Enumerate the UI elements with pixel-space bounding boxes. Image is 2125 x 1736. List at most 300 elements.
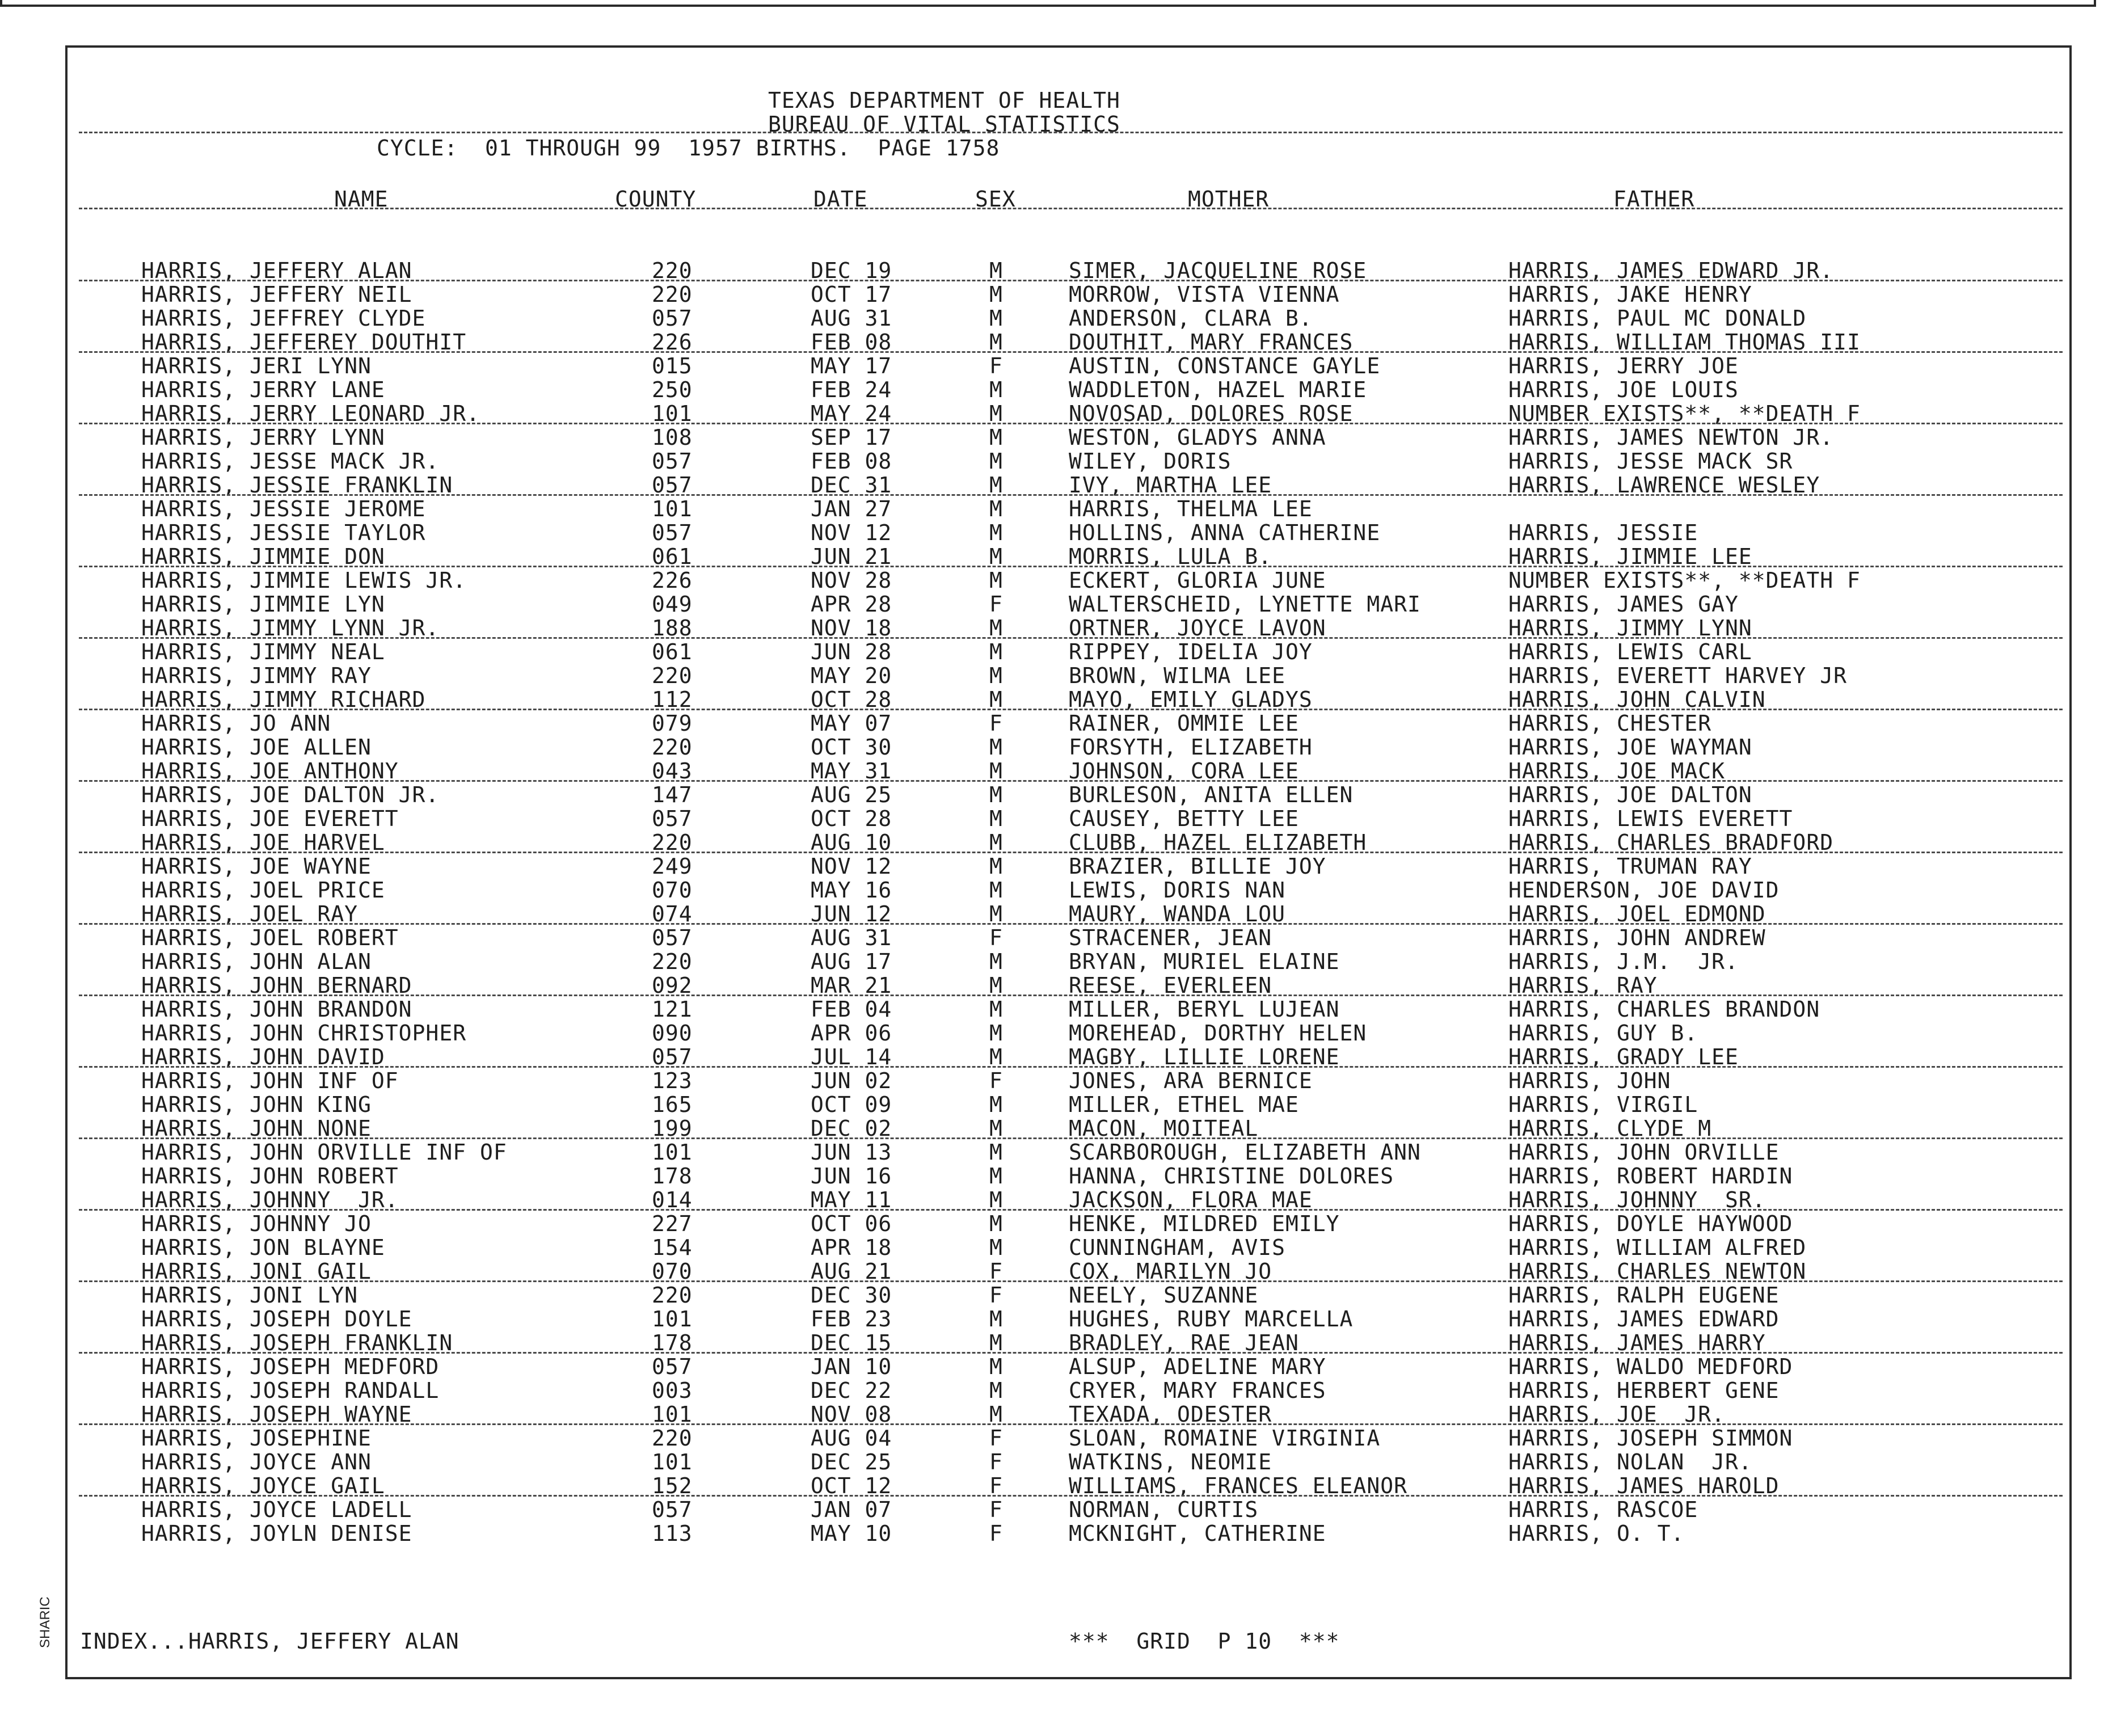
cell-county: 250 <box>652 377 693 402</box>
cell-county: 057 <box>652 1497 693 1522</box>
cell-father: HARRIS, JAMES GAY <box>1508 592 1739 617</box>
table-row <box>68 1331 2074 1355</box>
cell-name: HARRIS, JOHN ALAN <box>141 949 372 974</box>
cell-date: OCT 28 <box>811 687 892 712</box>
cell-date: MAY 24 <box>811 401 892 426</box>
cell-county: 220 <box>652 258 693 283</box>
table-row <box>68 1355 2074 1379</box>
cell-father: HARRIS, WALDO MEDFORD <box>1508 1354 1793 1379</box>
table-row <box>68 1379 2074 1402</box>
cell-father: HARRIS, JOHN ORVILLE <box>1508 1140 1780 1165</box>
cell-sex: M <box>989 639 1003 664</box>
cell-mother: MCKNIGHT, CATHERINE <box>1069 1521 1326 1546</box>
cell-county: 101 <box>652 1450 693 1474</box>
cell-father: HARRIS, JOHN <box>1508 1068 1671 1093</box>
cell-mother: ALSUP, ADELINE MARY <box>1069 1354 1326 1379</box>
cell-father: HARRIS, TRUMAN RAY <box>1508 854 1752 879</box>
cell-father: HARRIS, JOHN ANDREW <box>1508 925 1766 950</box>
cell-date: AUG 25 <box>811 782 892 807</box>
cell-father: HARRIS, RASCOE <box>1508 1497 1698 1522</box>
cell-father: HARRIS, VIRGIL <box>1508 1092 1698 1117</box>
cell-father: HARRIS, RAY <box>1508 973 1658 998</box>
cell-sex: M <box>989 687 1003 712</box>
cell-sex: F <box>989 1473 1003 1498</box>
cell-county: 226 <box>652 330 693 355</box>
cell-sex: M <box>989 878 1003 903</box>
cell-county: 123 <box>652 1068 693 1093</box>
table-row <box>68 283 2074 306</box>
cell-date: OCT 09 <box>811 1092 892 1117</box>
cell-father: HARRIS, JOSEPH SIMMON <box>1508 1426 1793 1451</box>
cell-mother: CUNNINGHAM, AVIS <box>1069 1235 1286 1260</box>
cell-county: 227 <box>652 1211 693 1236</box>
table-row <box>68 640 2074 664</box>
cell-sex: M <box>989 1378 1003 1403</box>
cell-county: 188 <box>652 616 693 641</box>
cell-father: HARRIS, ROBERT HARDIN <box>1508 1164 1793 1189</box>
column-header-father: FATHER <box>1613 187 1695 212</box>
cell-father: HARRIS, JOE MACK <box>1508 759 1726 783</box>
cell-date: OCT 12 <box>811 1473 892 1498</box>
cell-sex: M <box>989 1021 1003 1046</box>
cell-mother: WILLIAMS, FRANCES ELEANOR <box>1069 1473 1407 1498</box>
cell-name: HARRIS, JERRY LANE <box>141 377 385 402</box>
cell-father: HARRIS, JAMES HARRY <box>1508 1330 1766 1355</box>
cell-mother: SCARBOROUGH, ELIZABETH ANN <box>1069 1140 1421 1165</box>
table-row <box>68 330 2074 354</box>
cell-sex: M <box>989 568 1003 593</box>
cell-mother: AUSTIN, CONSTANCE GAYLE <box>1069 353 1381 378</box>
cell-name: HARRIS, JIMMIE DON <box>141 544 385 569</box>
cell-date: JAN 07 <box>811 1497 892 1522</box>
cell-name: HARRIS, JESSIE FRANKLIN <box>141 473 453 498</box>
cell-county: 113 <box>652 1521 693 1546</box>
cell-father: HARRIS, HERBERT GENE <box>1508 1378 1780 1403</box>
table-row <box>68 568 2074 592</box>
cell-father: HARRIS, DOYLE HAYWOOD <box>1508 1211 1793 1236</box>
cell-county: 061 <box>652 639 693 664</box>
cell-county: 220 <box>652 282 693 307</box>
table-row <box>68 616 2074 640</box>
cell-mother: WILEY, DORIS <box>1069 449 1232 474</box>
cell-mother: MILLER, BERYL LUJEAN <box>1069 997 1340 1022</box>
agency-title: TEXAS DEPARTMENT OF HEALTH <box>768 88 1120 113</box>
cell-father: NUMBER EXISTS**, **DEATH F <box>1508 401 1861 426</box>
cell-mother: BRAZIER, BILLIE JOY <box>1069 854 1326 879</box>
cell-sex: M <box>989 973 1003 998</box>
cell-mother: RIPPEY, IDELIA JOY <box>1069 639 1313 664</box>
cell-county: 061 <box>652 544 693 569</box>
cell-county: 057 <box>652 1354 693 1379</box>
cell-county: 057 <box>652 806 693 831</box>
cell-county: 220 <box>652 735 693 760</box>
table-row <box>68 688 2074 711</box>
cell-date: AUG 17 <box>811 949 892 974</box>
cell-father: HARRIS, JOEL EDMOND <box>1508 901 1766 926</box>
cell-name: HARRIS, JOHN NONE <box>141 1116 372 1141</box>
cell-county: 152 <box>652 1473 693 1498</box>
table-row <box>68 1140 2074 1164</box>
table-row <box>68 1212 2074 1236</box>
cell-mother: WATKINS, NEOMIE <box>1069 1450 1272 1474</box>
cell-county: 057 <box>652 473 693 498</box>
cell-date: DEC 22 <box>811 1378 892 1403</box>
footer-index: INDEX...HARRIS, JEFFERY ALAN <box>80 1629 459 1654</box>
cell-sex: M <box>989 616 1003 641</box>
cell-county: 043 <box>652 759 693 783</box>
cell-county: 220 <box>652 830 693 855</box>
cell-name: HARRIS, JIMMY RICHARD <box>141 687 426 712</box>
cell-county: 178 <box>652 1330 693 1355</box>
cell-mother: MACON, MOITEAL <box>1069 1116 1259 1141</box>
cell-father: HARRIS, LEWIS EVERETT <box>1508 806 1793 831</box>
cell-name: HARRIS, JOE DALTON JR. <box>141 782 440 807</box>
cell-father: HARRIS, GUY B. <box>1508 1021 1698 1046</box>
cell-name: HARRIS, JOHN KING <box>141 1092 372 1117</box>
side-label: SHARIC <box>37 1596 53 1648</box>
cell-sex: M <box>989 1211 1003 1236</box>
cell-sex: M <box>989 1354 1003 1379</box>
cell-mother: JACKSON, FLORA MAE <box>1069 1187 1313 1212</box>
cell-county: 178 <box>652 1164 693 1189</box>
cell-sex: M <box>989 1235 1003 1260</box>
cell-date: NOV 18 <box>811 616 892 641</box>
cell-date: NOV 12 <box>811 520 892 545</box>
cell-name: HARRIS, JOHNNY JR. <box>141 1187 399 1212</box>
table-row <box>68 1045 2074 1069</box>
cell-date: DEC 15 <box>811 1330 892 1355</box>
cell-sex: F <box>989 711 1003 736</box>
cell-father: HARRIS, WILLIAM THOMAS III <box>1508 330 1861 355</box>
table-row <box>68 1283 2074 1307</box>
cell-county: 101 <box>652 1140 693 1165</box>
cell-mother: MAYO, EMILY GLADYS <box>1069 687 1313 712</box>
table-row <box>68 449 2074 473</box>
cell-county: 057 <box>652 449 693 474</box>
cell-county: 101 <box>652 1402 693 1427</box>
cell-father: HENDERSON, JOE DAVID <box>1508 878 1780 903</box>
cell-mother: CAUSEY, BETTY LEE <box>1069 806 1299 831</box>
table-row <box>68 735 2074 759</box>
cell-name: HARRIS, JOYLN DENISE <box>141 1521 412 1546</box>
cell-name: HARRIS, JOYCE ANN <box>141 1450 372 1474</box>
table-row <box>68 402 2074 425</box>
cell-name: HARRIS, JIMMIE LEWIS JR. <box>141 568 467 593</box>
table-row <box>68 974 2074 997</box>
cell-mother: WADDLETON, HAZEL MARIE <box>1069 377 1367 402</box>
bureau-title: BUREAU OF VITAL STATISTICS <box>768 112 1120 137</box>
table-row <box>68 1426 2074 1450</box>
cell-county: 057 <box>652 520 693 545</box>
cell-mother: BRADLEY, RAE JEAN <box>1069 1330 1299 1355</box>
cell-county: 014 <box>652 1187 693 1212</box>
cell-father: HARRIS, JOE DALTON <box>1508 782 1752 807</box>
cell-sex: F <box>989 1521 1003 1546</box>
cell-date: AUG 31 <box>811 925 892 950</box>
cell-county: 112 <box>652 687 693 712</box>
cell-name: HARRIS, JOE WAYNE <box>141 854 372 879</box>
cell-sex: M <box>989 1092 1003 1117</box>
table-row <box>68 1188 2074 1212</box>
cell-county: 101 <box>652 1307 693 1332</box>
cell-sex: M <box>989 544 1003 569</box>
table-row <box>68 1450 2074 1474</box>
cell-mother: HANNA, CHRISTINE DOLORES <box>1069 1164 1394 1189</box>
cell-name: HARRIS, JOE ANTHONY <box>141 759 399 783</box>
cell-sex: F <box>989 1283 1003 1308</box>
table-row <box>68 473 2074 497</box>
cell-county: 057 <box>652 306 693 331</box>
cell-mother: CLUBB, HAZEL ELIZABETH <box>1069 830 1367 855</box>
cell-sex: M <box>989 1140 1003 1165</box>
cell-county: 220 <box>652 663 693 688</box>
cell-name: HARRIS, JESSIE TAYLOR <box>141 520 426 545</box>
table-row <box>68 1498 2074 1522</box>
cell-father: HARRIS, PAUL MC DONALD <box>1508 306 1807 331</box>
cell-mother: LEWIS, DORIS NAN <box>1069 878 1286 903</box>
cell-sex: F <box>989 353 1003 378</box>
cell-name: HARRIS, JIMMY NEAL <box>141 639 385 664</box>
cell-mother: HENKE, MILDRED EMILY <box>1069 1211 1340 1236</box>
table-row <box>68 878 2074 902</box>
cell-name: HARRIS, JOYCE LADELL <box>141 1497 412 1522</box>
table-row <box>68 1093 2074 1116</box>
table-row <box>68 425 2074 449</box>
column-header-rule <box>79 208 2063 209</box>
cycle-line: CYCLE: 01 THROUGH 99 1957 BIRTHS. PAGE 1758 <box>377 136 1000 161</box>
cell-date: APR 18 <box>811 1235 892 1260</box>
cell-date: DEC 31 <box>811 473 892 498</box>
cell-date: JUN 21 <box>811 544 892 569</box>
cell-county: 003 <box>652 1378 693 1403</box>
cell-date: FEB 24 <box>811 377 892 402</box>
cell-sex: F <box>989 1450 1003 1474</box>
cell-mother: RAINER, OMMIE LEE <box>1069 711 1299 736</box>
cell-county: 220 <box>652 949 693 974</box>
cell-sex: M <box>989 1187 1003 1212</box>
cell-father: HARRIS, JERRY JOE <box>1508 353 1739 378</box>
cell-mother: WESTON, GLADYS ANNA <box>1069 425 1326 450</box>
cell-sex: F <box>989 1259 1003 1284</box>
cell-sex: F <box>989 1497 1003 1522</box>
cell-father: HARRIS, CHARLES BRADFORD <box>1508 830 1834 855</box>
cell-date: OCT 17 <box>811 282 892 307</box>
cell-mother: SIMER, JACQUELINE ROSE <box>1069 258 1367 283</box>
cell-father: HARRIS, JESSE MACK SR <box>1508 449 1793 474</box>
column-header-name: NAME <box>334 187 389 212</box>
table-row <box>68 545 2074 568</box>
cell-date: JAN 10 <box>811 1354 892 1379</box>
cell-sex: M <box>989 901 1003 926</box>
cell-county: 101 <box>652 496 693 521</box>
cell-name: HARRIS, JOSEPH MEDFORD <box>141 1354 440 1379</box>
cell-mother: BRYAN, MURIEL ELAINE <box>1069 949 1340 974</box>
cell-sex: M <box>989 1330 1003 1355</box>
cell-name: HARRIS, JOSEPHINE <box>141 1426 372 1451</box>
cell-mother: HOLLINS, ANNA CATHERINE <box>1069 520 1381 545</box>
table-row <box>68 1069 2074 1093</box>
cell-name: HARRIS, JO ANN <box>141 711 331 736</box>
cell-date: OCT 06 <box>811 1211 892 1236</box>
cell-date: DEC 30 <box>811 1283 892 1308</box>
cell-sex: M <box>989 830 1003 855</box>
cell-county: 199 <box>652 1116 693 1141</box>
cell-father: HARRIS, JAKE HENRY <box>1508 282 1752 307</box>
cell-county: 226 <box>652 568 693 593</box>
cell-father: HARRIS, CHARLES NEWTON <box>1508 1259 1807 1284</box>
cell-sex: M <box>989 258 1003 283</box>
cell-mother: ECKERT, GLORIA JUNE <box>1069 568 1326 593</box>
record-sheet <box>65 45 2072 1679</box>
cell-mother: JOHNSON, CORA LEE <box>1069 759 1299 783</box>
table-row <box>68 378 2074 402</box>
cell-name: HARRIS, JIMMIE LYN <box>141 592 385 617</box>
cell-county: 070 <box>652 1259 693 1284</box>
header-rule-top <box>79 132 2063 133</box>
table-row <box>68 1522 2074 1545</box>
cell-mother: ORTNER, JOYCE LAVON <box>1069 616 1326 641</box>
cell-name: HARRIS, JOE HARVEL <box>141 830 385 855</box>
cell-county: 220 <box>652 1283 693 1308</box>
table-row <box>68 902 2074 926</box>
cell-sex: M <box>989 997 1003 1022</box>
cell-name: HARRIS, JEFFERY ALAN <box>141 258 412 283</box>
cell-father: HARRIS, JOHNNY SR. <box>1508 1187 1766 1212</box>
cell-sex: M <box>989 759 1003 783</box>
cell-sex: M <box>989 663 1003 688</box>
cell-mother: STRACENER, JEAN <box>1069 925 1272 950</box>
table-row <box>68 711 2074 735</box>
cell-date: FEB 23 <box>811 1307 892 1332</box>
cell-father: HARRIS, JAMES HAROLD <box>1508 1473 1780 1498</box>
cell-father: NUMBER EXISTS**, **DEATH F <box>1508 568 1861 593</box>
table-row <box>68 664 2074 688</box>
cell-date: JUN 12 <box>811 901 892 926</box>
cell-date: JUN 13 <box>811 1140 892 1165</box>
cell-father: HARRIS, JOE JR. <box>1508 1402 1726 1427</box>
cell-date: OCT 28 <box>811 806 892 831</box>
cell-name: HARRIS, JOHN ROBERT <box>141 1164 399 1189</box>
cell-date: NOV 28 <box>811 568 892 593</box>
cell-father: HARRIS, CHARLES BRANDON <box>1508 997 1820 1022</box>
cell-date: MAY 11 <box>811 1187 892 1212</box>
cell-name: HARRIS, JIMMY LYNN JR. <box>141 616 440 641</box>
cell-father: HARRIS, CLYDE M <box>1508 1116 1712 1141</box>
cell-sex: M <box>989 1307 1003 1332</box>
table-row <box>68 831 2074 854</box>
table-row <box>68 1116 2074 1140</box>
cell-date: MAY 17 <box>811 353 892 378</box>
table-row <box>68 497 2074 521</box>
cell-county: 101 <box>652 401 693 426</box>
table-row <box>68 1021 2074 1045</box>
cell-name: HARRIS, JEFFERY NEIL <box>141 282 412 307</box>
cell-sex: M <box>989 473 1003 498</box>
cell-mother: TEXADA, ODESTER <box>1069 1402 1272 1427</box>
cell-date: MAY 31 <box>811 759 892 783</box>
table-row <box>68 926 2074 950</box>
cell-father: HARRIS, JIMMIE LEE <box>1508 544 1752 569</box>
cell-date: AUG 04 <box>811 1426 892 1451</box>
cell-name: HARRIS, JONI GAIL <box>141 1259 372 1284</box>
cell-mother: WALTERSCHEID, LYNETTE MARI <box>1069 592 1421 617</box>
cell-name: HARRIS, JOHN DAVID <box>141 1044 385 1069</box>
cell-name: HARRIS, JOE ALLEN <box>141 735 372 760</box>
cell-sex: F <box>989 925 1003 950</box>
cell-date: FEB 08 <box>811 449 892 474</box>
cell-county: 015 <box>652 353 693 378</box>
cell-sex: M <box>989 782 1003 807</box>
cell-name: HARRIS, JOSEPH DOYLE <box>141 1307 412 1332</box>
cell-father: HARRIS, JAMES NEWTON JR. <box>1508 425 1834 450</box>
cell-father: HARRIS, JIMMY LYNN <box>1508 616 1752 641</box>
cell-date: OCT 30 <box>811 735 892 760</box>
cell-name: HARRIS, JESSIE JEROME <box>141 496 426 521</box>
cell-mother: BROWN, WILMA LEE <box>1069 663 1286 688</box>
cell-county: 057 <box>652 925 693 950</box>
cell-county: 147 <box>652 782 693 807</box>
cell-sex: M <box>989 1116 1003 1141</box>
table-row <box>68 306 2074 330</box>
cell-father: HARRIS, LEWIS CARL <box>1508 639 1752 664</box>
cell-sex: M <box>989 330 1003 355</box>
cell-county: 070 <box>652 878 693 903</box>
cell-name: HARRIS, JOEL PRICE <box>141 878 385 903</box>
cell-mother: ANDERSON, CLARA B. <box>1069 306 1313 331</box>
cell-date: NOV 08 <box>811 1402 892 1427</box>
table-row <box>68 1236 2074 1259</box>
cell-sex: M <box>989 854 1003 879</box>
cell-sex: M <box>989 377 1003 402</box>
table-row <box>68 1402 2074 1426</box>
cell-name: HARRIS, JEFFREY CLYDE <box>141 306 426 331</box>
cell-date: NOV 12 <box>811 854 892 879</box>
cell-date: JAN 27 <box>811 496 892 521</box>
cell-mother: CRYER, MARY FRANCES <box>1069 1378 1326 1403</box>
table-row <box>68 1474 2074 1498</box>
cell-name: HARRIS, JOEL RAY <box>141 901 359 926</box>
cell-mother: MILLER, ETHEL MAE <box>1069 1092 1299 1117</box>
cell-date: APR 06 <box>811 1021 892 1046</box>
cell-county: 121 <box>652 997 693 1022</box>
column-header-county: COUNTY <box>615 187 697 212</box>
cell-sex: M <box>989 425 1003 450</box>
table-row <box>68 997 2074 1021</box>
cell-county: 092 <box>652 973 693 998</box>
cell-father: HARRIS, RALPH EUGENE <box>1508 1283 1780 1308</box>
cell-date: DEC 02 <box>811 1116 892 1141</box>
cell-name: HARRIS, JON BLAYNE <box>141 1235 385 1260</box>
cell-mother: COX, MARILYN JO <box>1069 1259 1272 1284</box>
cell-date: AUG 31 <box>811 306 892 331</box>
footer-grid: *** GRID P 10 *** <box>1069 1629 1340 1654</box>
cell-sex: M <box>989 401 1003 426</box>
cell-date: JUL 14 <box>811 1044 892 1069</box>
table-row <box>68 521 2074 545</box>
cell-county: 108 <box>652 425 693 450</box>
cell-mother: NEELY, SUZANNE <box>1069 1283 1259 1308</box>
cell-county: 220 <box>652 1426 693 1451</box>
cell-mother: IVY, MARTHA LEE <box>1069 473 1272 498</box>
cell-mother: MORRIS, LULA B. <box>1069 544 1272 569</box>
cell-sex: M <box>989 496 1003 521</box>
cell-date: JUN 16 <box>811 1164 892 1189</box>
cell-county: 079 <box>652 711 693 736</box>
cell-name: HARRIS, JOHN ORVILLE INF OF <box>141 1140 507 1165</box>
table-row <box>68 592 2074 616</box>
column-header-date: DATE <box>813 187 868 212</box>
cell-name: HARRIS, JOSEPH FRANKLIN <box>141 1330 453 1355</box>
